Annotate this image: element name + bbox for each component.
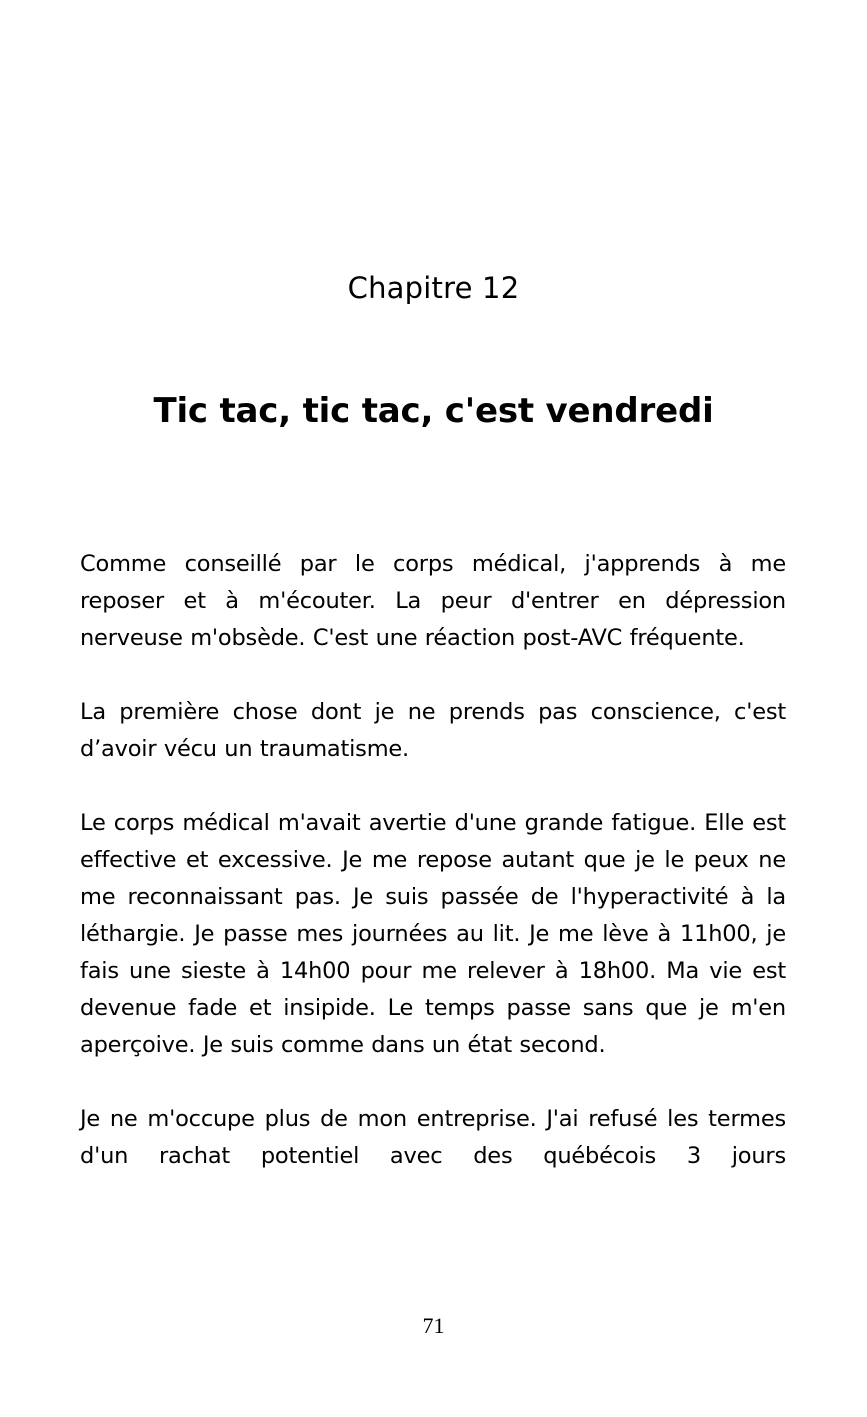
paragraph: Le corps médical m'avait avertie d'une grande fatigue. Elle est effective et excessive. Je me repose autant que je le peux ne me reconnaissant pas. Je suis passée de l'hyperactivité à la léthargie. Je passe mes journées au lit. Je me lève à 11h00, je fais une sieste à 14h00 pour me relever à 18h00. Ma vie est devenue fade et insipide. Le temps passe sans que je m'en aperçoive. Je suis comme dans un état second. (80, 810, 786, 1058)
paragraph: La première chose dont je ne prends pas conscience, c'est d’avoir vécu un traumatisme. (80, 699, 786, 762)
chapter-label: Chapitre 12 (347, 271, 520, 305)
paragraph: Je ne m'occupe plus de mon entreprise. J'ai refusé les termes d'un rachat potentiel avec des québécois 3 jours (80, 1106, 786, 1169)
chapter-title: Tic tac, tic tac, c'est vendredi (153, 391, 714, 431)
body-text (80, 546, 786, 1212)
paragraph: Comme conseillé par le corps médical, j'apprends à me reposer et à m'écouter. La peur d'entrer en dépression nerveuse m'obsède. C'est une réaction post-AVC fréquente. (80, 551, 786, 651)
page-number: 71 (422, 1313, 445, 1338)
